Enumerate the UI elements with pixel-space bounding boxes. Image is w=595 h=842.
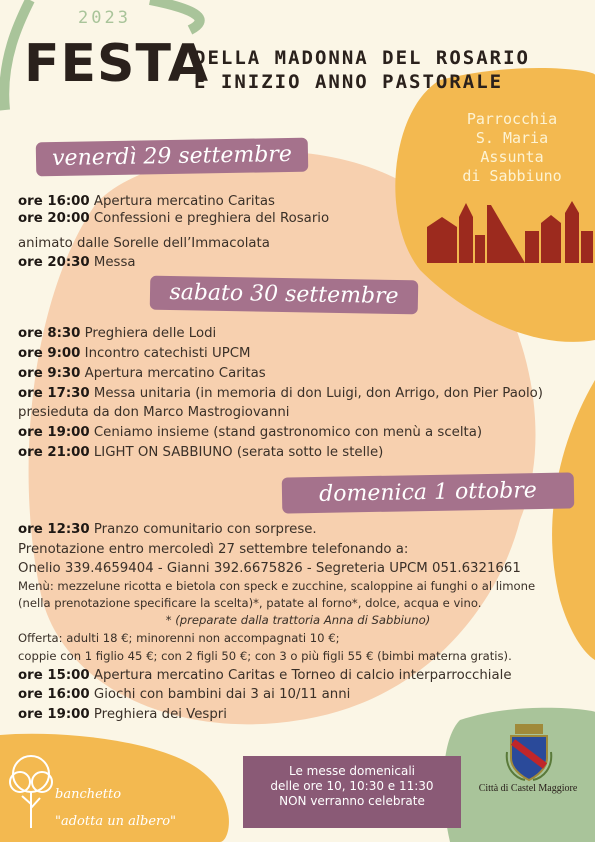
schedule-item [18,686,350,703]
schedule-time: ore 15:00 [18,668,90,683]
schedule-time: ore 19:00 [18,707,90,722]
schedule-time: ore 16:00 [18,194,90,209]
booking-info: Prenotazione entro mercoledì 27 settembre telefonando a: [18,542,409,557]
parish-line: di Sabbiuno [462,167,562,185]
year-label: 2023 [78,8,131,28]
schedule-text: LIGHT ON SABBIUNO (serata sotto le stelle) [89,445,384,460]
schedule-text: Apertura mercatino Caritas [89,194,275,209]
schedule-time: ore 19:00 [18,425,90,440]
city-name: Città di Castel Maggiore [478,783,578,794]
booking-phones: Onelio 339.4659404 - Gianni 392.6675826 - Segreteria UPCM 051.6321661 [18,561,521,576]
tree-adoption-label [55,786,176,830]
schedule-item [18,210,329,227]
schedule-time: ore 20:00 [18,211,90,226]
day-banner-friday: venerdì 29 settembre [36,138,309,177]
offer-line: Offerta: adulti 18 €; minorenni non accompagnati 10 €; [18,631,340,645]
parish-name [447,110,577,186]
schedule-item [18,385,543,402]
schedule-text: Incontro catechisti UPCM [80,346,251,361]
schedule-item [18,345,250,362]
coat-of-arms-icon [505,722,553,782]
schedule-text: Pranzo comunitario con sorprese. [89,522,317,537]
parish-line: Parrocchia [466,110,558,128]
day-banner-sunday: domenica 1 ottobre [282,472,575,513]
schedule-item [18,424,482,441]
schedule-text: Messa unitaria (in memoria di don Luigi, don Arrigo, don Pier Paolo) [89,386,543,401]
subtitle-line-2: E INIZIO ANNO PASTORALE [194,71,504,93]
tree-icon [6,752,56,832]
schedule-time: ore 21:00 [18,445,90,460]
schedule-time: ore 17:30 [18,386,90,401]
schedule-item [18,325,216,342]
schedule-item [18,365,266,382]
schedule-time: ore 8:30 [18,326,81,341]
schedule-text: Confessioni e preghiera del Rosario [89,211,330,226]
offer-line: coppie con 1 figlio 45 €; con 2 figli 50 €; con 3 o più figli 55 € (bimbi materna gratis). [18,649,512,663]
church-skyline-icon [425,195,595,265]
schedule-text: Ceniamo insieme (stand gastronomico con menù a scelta) [89,425,483,440]
schedule-item [18,254,136,271]
schedule-item [18,521,317,538]
banchetto-line: banchetto [55,787,122,802]
mass-notice-line: Le messe domenicali [288,764,416,778]
schedule-item [18,706,227,723]
menu-note: * (preparate dalla trattoria Anna di Sabbiuno) [165,613,431,627]
schedule-item [18,667,512,684]
schedule-time: ore 20:30 [18,255,90,270]
parish-line: S. Maria [475,129,549,147]
mass-notice-line: NON verranno celebrate [279,794,425,808]
schedule-text: Preghiera delle Lodi [80,326,217,341]
schedule-item [18,235,270,252]
subtitle-line-1: DELLA MADONNA DEL ROSARIO [194,47,530,69]
schedule-item [18,444,383,461]
menu-line: (nella prenotazione specificare la scelta)*, patate al forno*, dolce, acqua e vino. [18,596,482,610]
banchetto-line: "adotta un albero" [55,814,177,829]
schedule-text: Preghiera dei Vespri [89,707,227,722]
parish-line: Assunta [480,148,544,166]
schedule-time: ore 9:00 [18,346,81,361]
mass-notice-line: delle ore 10, 10:30 e 11:30 [270,779,434,793]
schedule-item [18,193,275,210]
schedule-text: Apertura mercatino Caritas [80,366,266,381]
schedule-time: ore 16:00 [18,687,90,702]
schedule-text: Giochi con bambini dai 3 ai 10/11 anni [89,687,351,702]
schedule-item [18,404,289,421]
mass-notice-box [243,756,461,828]
festa-subtitle [194,46,530,94]
schedule-text: Messa [89,255,136,270]
schedule-text: animato dalle Sorelle dell’Immacolata [18,236,270,251]
day-banner-saturday: sabato 30 settembre [150,276,419,315]
menu-line: Menù: mezzelune ricotta e bietola con speck e zucchine, scaloppine ai funghi o al limone [18,579,536,593]
festa-title: FESTA [24,34,210,94]
schedule-text: Apertura mercatino Caritas e Torneo di calcio interparrocchiale [89,668,512,683]
schedule-time: ore 12:30 [18,522,90,537]
schedule-time: ore 9:30 [18,366,81,381]
schedule-text: presieduta da don Marco Mastrogiovanni [18,405,290,420]
